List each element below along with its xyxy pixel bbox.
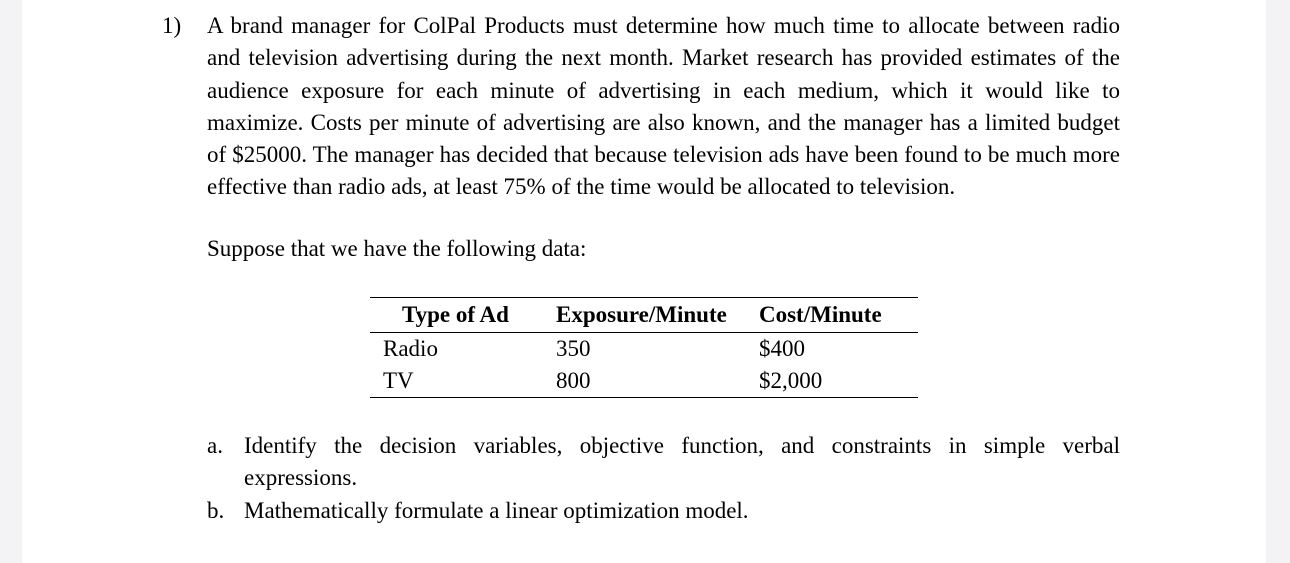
question-text: A brand manager for ColPal Products must determine how much time to allocate between radio and television advertising during the next month. Market research has provided estimates of the audience exposure for each minute of advertising in each medium, which it would like to maximize. Costs per minute of advertising are also known, and the manager has a limited budget of $25000. The manager has decided that because television ads have been found to be much more effective than radio ads, at least 75% of the time would be allocated to television.	[207, 13, 1120, 200]
header-type-of-ad: Type of Ad	[402, 302, 509, 327]
table-header-row	[370, 298, 918, 333]
document-page	[22, 0, 1266, 563]
cell-exposure: 800	[556, 368, 591, 393]
cell-exposure: 350	[556, 336, 591, 361]
table-row	[370, 333, 918, 366]
part-letter: b.	[207, 497, 225, 523]
list-item	[207, 495, 1120, 527]
table-row	[370, 365, 918, 398]
part-letter: a.	[207, 433, 223, 458]
data-intro-text: Suppose that we have the following data:	[207, 236, 587, 261]
question-number: 1)	[162, 13, 182, 38]
cell-type: Radio	[383, 336, 438, 361]
ad-data-table	[370, 297, 918, 398]
list-item	[207, 430, 1120, 495]
part-text: Mathematically formulate a linear optimization model.	[244, 497, 749, 523]
header-exposure-per-minute: Exposure/Minute	[556, 302, 727, 327]
header-cost-per-minute: Cost/Minute	[759, 302, 882, 327]
cell-cost: $2,000	[759, 368, 823, 393]
question-parts	[207, 430, 1120, 527]
cell-cost: $400	[759, 336, 805, 361]
cell-type: TV	[383, 368, 414, 393]
part-text: Identify the decision variables, objective function, and constraints in simple verbal expressions.	[244, 433, 1120, 491]
